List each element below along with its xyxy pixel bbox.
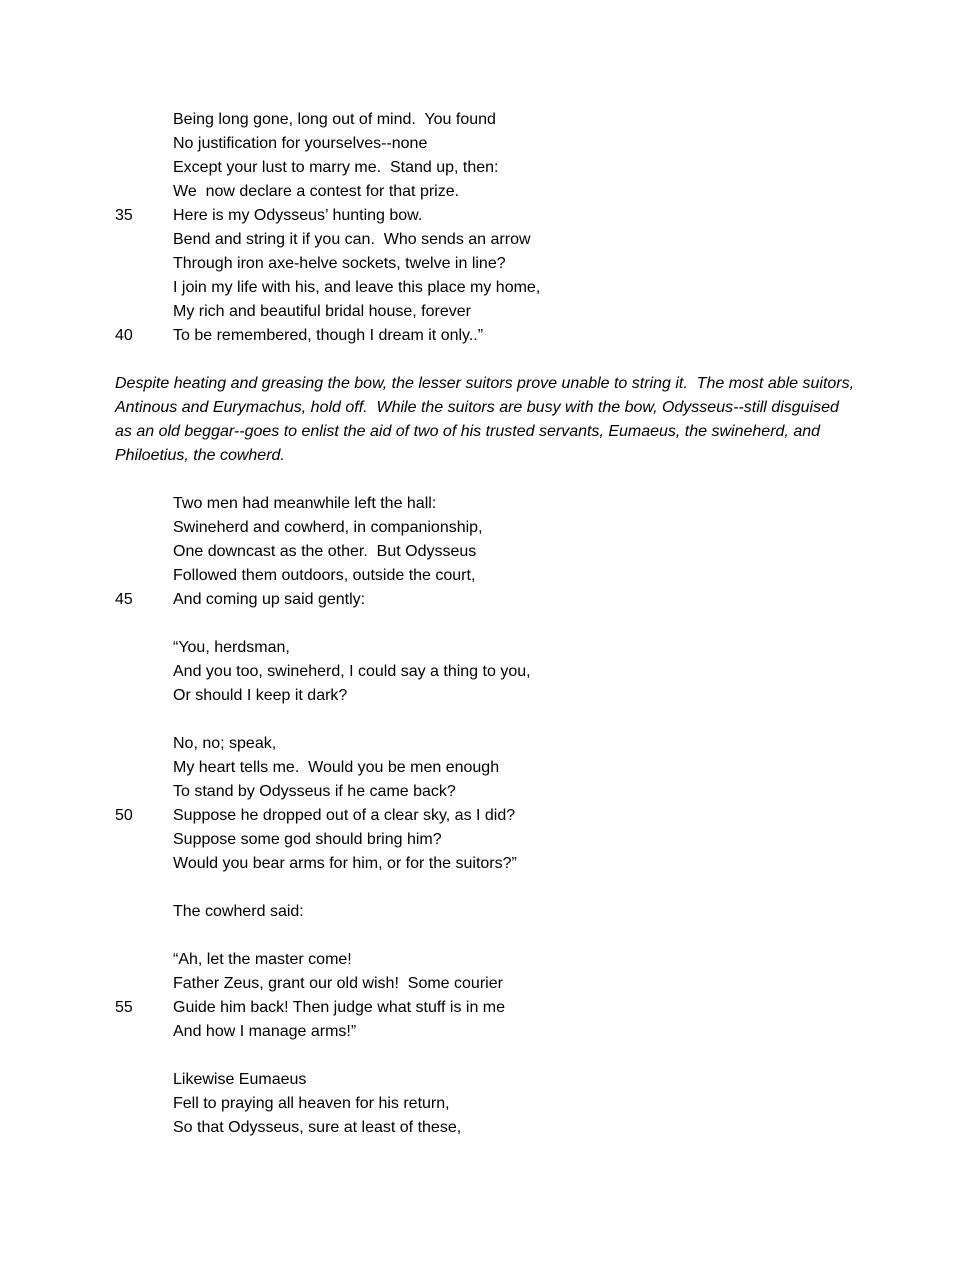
poem-line bbox=[115, 540, 889, 564]
poem-line bbox=[115, 900, 889, 924]
line-number bbox=[115, 276, 173, 300]
line-text: My rich and beautiful bridal house, forever bbox=[173, 303, 471, 320]
line-text: To be remembered, though I dream it only..” bbox=[173, 327, 484, 344]
line-number bbox=[115, 732, 173, 756]
poem-line bbox=[115, 996, 889, 1020]
poem-line bbox=[115, 1068, 889, 1092]
poem-line bbox=[115, 972, 889, 996]
poem-line bbox=[115, 180, 889, 204]
line-number bbox=[115, 564, 173, 588]
poem-line bbox=[115, 204, 889, 228]
line-text: Likewise Eumaeus bbox=[173, 1071, 307, 1088]
line-number bbox=[115, 492, 173, 516]
line-text: Would you bear arms for him, or for the suitors?” bbox=[173, 855, 517, 872]
line-number bbox=[115, 636, 173, 660]
line-text: Here is my Odysseus’ hunting bow. bbox=[173, 207, 423, 224]
line-number bbox=[115, 516, 173, 540]
verse-stanza bbox=[115, 108, 889, 348]
line-number bbox=[115, 108, 173, 132]
line-number bbox=[115, 1068, 173, 1092]
line-text: “Ah, let the master come! bbox=[173, 951, 352, 968]
line-text: The cowherd said: bbox=[173, 903, 304, 920]
poem-line bbox=[115, 588, 889, 612]
poem-line bbox=[115, 276, 889, 300]
line-number bbox=[115, 972, 173, 996]
line-number bbox=[115, 852, 173, 876]
poem-line bbox=[115, 780, 889, 804]
line-text: Or should I keep it dark? bbox=[173, 687, 348, 704]
line-text: Except your lust to marry me. Stand up, then: bbox=[173, 159, 499, 176]
line-number: 45 bbox=[115, 591, 133, 608]
line-number: 40 bbox=[115, 327, 133, 344]
line-text: Suppose some god should bring him? bbox=[173, 831, 442, 848]
line-number bbox=[115, 300, 173, 324]
line-number bbox=[115, 252, 173, 276]
poem-line bbox=[115, 156, 889, 180]
poem-line bbox=[115, 756, 889, 780]
line-number bbox=[115, 180, 173, 204]
poem-line bbox=[115, 252, 889, 276]
line-number bbox=[115, 948, 173, 972]
line-number: 50 bbox=[115, 807, 133, 824]
poem-line bbox=[115, 852, 889, 876]
verse-stanza bbox=[115, 948, 889, 1044]
poem-line bbox=[115, 108, 889, 132]
line-text: Followed them outdoors, outside the court, bbox=[173, 567, 476, 584]
line-text: And you too, swineherd, I could say a thing to you, bbox=[173, 663, 531, 680]
poem-line bbox=[115, 732, 889, 756]
line-text: Swineherd and cowherd, in companionship, bbox=[173, 519, 483, 536]
line-number: 35 bbox=[115, 207, 133, 224]
verse-stanza bbox=[115, 732, 889, 876]
line-text: Fell to praying all heaven for his return, bbox=[173, 1095, 450, 1112]
line-text: No justification for yourselves--none bbox=[173, 135, 428, 152]
line-text: Through iron axe-helve sockets, twelve in line? bbox=[173, 255, 506, 272]
line-text: Bend and string it if you can. Who sends an arrow bbox=[173, 231, 531, 248]
line-number bbox=[115, 756, 173, 780]
line-text: Suppose he dropped out of a clear sky, as I did? bbox=[173, 807, 516, 824]
line-number bbox=[115, 1092, 173, 1116]
poem-line bbox=[115, 300, 889, 324]
line-number bbox=[115, 228, 173, 252]
poem-line bbox=[115, 636, 889, 660]
verse-stanza bbox=[115, 900, 889, 924]
line-number bbox=[115, 132, 173, 156]
line-text: Father Zeus, grant our old wish! Some courier bbox=[173, 975, 503, 992]
verse-stanza bbox=[115, 492, 889, 612]
line-text: My heart tells me. Would you be men enough bbox=[173, 759, 500, 776]
line-text: And how I manage arms!” bbox=[173, 1023, 357, 1040]
line-text: So that Odysseus, sure at least of these, bbox=[173, 1119, 462, 1136]
stage-direction: Despite heating and greasing the bow, the lesser suitors prove unable to string it. The most able suitors, Antinous and Eurymachus, hold off. While the suitors are busy with the bow, Odysseus--still disguised as an old beggar--goes to enlist the aid of two of his trusted servants, Eumaeus, the swineherd, and Philoetius, the cowherd. bbox=[115, 375, 858, 464]
poem-line bbox=[115, 948, 889, 972]
line-number bbox=[115, 660, 173, 684]
poem-line bbox=[115, 1116, 889, 1140]
poem-line bbox=[115, 660, 889, 684]
line-number bbox=[115, 1116, 173, 1140]
line-number bbox=[115, 780, 173, 804]
poem-line bbox=[115, 804, 889, 828]
line-text: Guide him back! Then judge what stuff is in me bbox=[173, 999, 506, 1016]
line-text: “You, herdsman, bbox=[173, 639, 290, 656]
line-number bbox=[115, 900, 173, 924]
line-text: To stand by Odysseus if he came back? bbox=[173, 783, 456, 800]
verse-stanza bbox=[115, 1068, 889, 1140]
line-text: Being long gone, long out of mind. You found bbox=[173, 111, 496, 128]
poem-line bbox=[115, 684, 889, 708]
line-number bbox=[115, 156, 173, 180]
poem-line bbox=[115, 828, 889, 852]
line-number bbox=[115, 828, 173, 852]
line-text: No, no; speak, bbox=[173, 735, 277, 752]
line-number bbox=[115, 684, 173, 708]
line-text: We now declare a contest for that prize. bbox=[173, 183, 460, 200]
poem-line bbox=[115, 132, 889, 156]
poem-line bbox=[115, 564, 889, 588]
poem-line bbox=[115, 492, 889, 516]
line-number bbox=[115, 1020, 173, 1044]
poem-line bbox=[115, 516, 889, 540]
line-number: 55 bbox=[115, 999, 133, 1016]
line-text: One downcast as the other. But Odysseus bbox=[173, 543, 477, 560]
line-text: I join my life with his, and leave this place my home, bbox=[173, 279, 541, 296]
poem-line bbox=[115, 1020, 889, 1044]
line-number bbox=[115, 540, 173, 564]
line-text: Two men had meanwhile left the hall: bbox=[173, 495, 437, 512]
line-text: And coming up said gently: bbox=[173, 591, 366, 608]
poem-line bbox=[115, 228, 889, 252]
poem-line bbox=[115, 324, 889, 348]
poem-line bbox=[115, 1092, 889, 1116]
verse-stanza bbox=[115, 636, 889, 708]
